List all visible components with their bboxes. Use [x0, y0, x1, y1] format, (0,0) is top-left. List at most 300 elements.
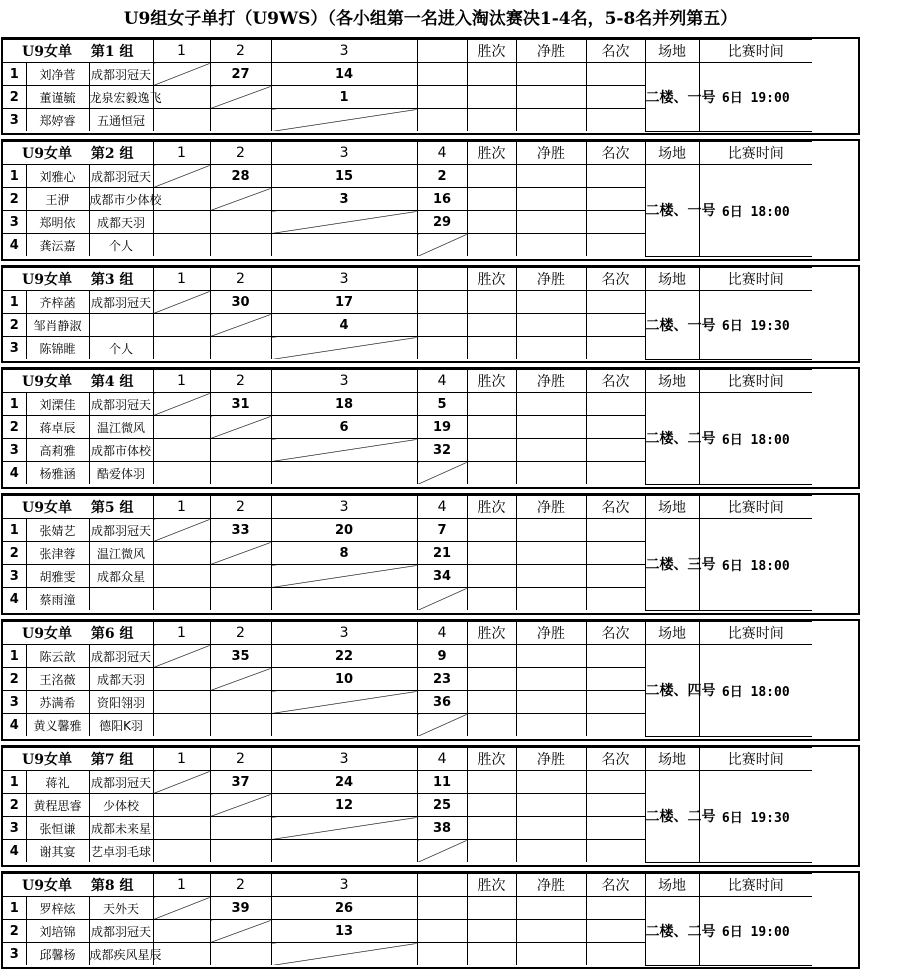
match-time-cell: 6日 19:30 [699, 771, 812, 863]
player-name: 蔡雨潼 [26, 588, 89, 611]
rank-cell [586, 817, 645, 840]
player-name: 郑明依 [26, 211, 89, 234]
score-cell: 16 [417, 188, 467, 211]
wins-cell [467, 165, 516, 188]
score-cell [417, 291, 467, 314]
score-cell [417, 897, 467, 920]
rank-header: 名次 [586, 496, 645, 519]
group-block [1, 745, 860, 867]
diagonal-cell [153, 291, 210, 314]
score-cell [210, 714, 271, 737]
group-header-row [3, 370, 921, 393]
wins-header: 胜次 [467, 268, 516, 291]
time-header: 比赛时间 [699, 496, 812, 519]
player-name: 黄义馨雅 [26, 714, 89, 737]
player-name: 齐梓菡 [26, 291, 89, 314]
player-club: 成都羽冠天 [89, 165, 153, 188]
net-header: 净胜 [516, 496, 586, 519]
score-cell [417, 920, 467, 943]
opponent-column-header: 4 [417, 748, 467, 771]
score-cell [271, 714, 417, 737]
group-block [1, 37, 860, 135]
venue-cell: 二楼、一号 [645, 291, 699, 360]
rank-cell [586, 416, 645, 439]
opponent-column-header: 3 [271, 370, 417, 393]
score-cell: 8 [271, 542, 417, 565]
opponent-column-header: 2 [210, 40, 271, 63]
wins-cell [467, 337, 516, 360]
player-name: 陈云歆 [26, 645, 89, 668]
score-cell [417, 337, 467, 360]
player-number: 3 [3, 439, 26, 462]
venue-header: 场地 [645, 874, 699, 897]
net-cell [516, 542, 586, 565]
score-cell: 25 [417, 794, 467, 817]
player-number: 2 [3, 416, 26, 439]
group-label: U9女单 第4 组 [3, 370, 153, 393]
player-name: 邱馨杨 [26, 943, 89, 966]
venue-cell: 二楼、二号 [645, 897, 699, 966]
wins-header: 胜次 [467, 142, 516, 165]
net-cell [516, 714, 586, 737]
player-club: 艺卓羽毛球 [89, 840, 153, 863]
time-header: 比赛时间 [699, 142, 812, 165]
score-cell: 4 [271, 314, 417, 337]
opponent-column-header: 3 [271, 748, 417, 771]
score-cell: 18 [271, 393, 417, 416]
score-cell [210, 943, 271, 966]
rank-cell [586, 691, 645, 714]
player-name: 张婧艺 [26, 519, 89, 542]
net-cell [516, 794, 586, 817]
player-number: 3 [3, 337, 26, 360]
player-row [3, 393, 921, 416]
group-block [1, 265, 860, 363]
group-label: U9女单 第2 组 [3, 142, 153, 165]
venue-header: 场地 [645, 748, 699, 771]
group-block [1, 619, 860, 741]
net-cell [516, 416, 586, 439]
rank-cell [586, 645, 645, 668]
diagonal-cell [210, 542, 271, 565]
opponent-column-header: 2 [210, 496, 271, 519]
score-cell [153, 840, 210, 863]
group-label: U9女单 第7 组 [3, 748, 153, 771]
net-cell [516, 645, 586, 668]
net-header: 净胜 [516, 268, 586, 291]
venue-header: 场地 [645, 142, 699, 165]
opponent-column-header: 1 [153, 142, 210, 165]
wins-cell [467, 668, 516, 691]
diagonal-cell [417, 588, 467, 611]
rank-cell [586, 234, 645, 257]
wins-cell [467, 519, 516, 542]
player-name: 黄程思睿 [26, 794, 89, 817]
venue-cell: 二楼、二号 [645, 771, 699, 863]
diagonal-cell [153, 897, 210, 920]
group-table [3, 141, 921, 257]
score-cell: 39 [210, 897, 271, 920]
score-cell [153, 109, 210, 132]
rank-cell [586, 462, 645, 485]
rank-cell [586, 109, 645, 132]
score-cell [153, 542, 210, 565]
player-name: 张恒谦 [26, 817, 89, 840]
wins-cell [467, 817, 516, 840]
group-block [1, 139, 860, 261]
rank-header: 名次 [586, 142, 645, 165]
rank-cell [586, 668, 645, 691]
score-cell [153, 462, 210, 485]
group-label: U9女单 第8 组 [3, 874, 153, 897]
net-cell [516, 840, 586, 863]
rank-cell [586, 588, 645, 611]
wins-cell [467, 794, 516, 817]
score-cell [153, 920, 210, 943]
group-header-row [3, 874, 921, 897]
wins-cell [467, 897, 516, 920]
score-cell [153, 691, 210, 714]
player-name: 胡雅雯 [26, 565, 89, 588]
score-cell: 36 [417, 691, 467, 714]
rank-cell [586, 211, 645, 234]
rank-header: 名次 [586, 40, 645, 63]
player-name: 刘雅心 [26, 165, 89, 188]
player-number: 4 [3, 840, 26, 863]
score-cell [153, 668, 210, 691]
player-name: 蒋礼 [26, 771, 89, 794]
group-header-row [3, 40, 921, 63]
score-cell [210, 817, 271, 840]
score-cell: 10 [271, 668, 417, 691]
diagonal-cell [153, 645, 210, 668]
player-number: 4 [3, 714, 26, 737]
diagonal-cell [417, 840, 467, 863]
net-header: 净胜 [516, 370, 586, 393]
player-number: 1 [3, 165, 26, 188]
wins-cell [467, 314, 516, 337]
score-cell [153, 817, 210, 840]
net-cell [516, 314, 586, 337]
rank-cell [586, 542, 645, 565]
player-name: 高莉雅 [26, 439, 89, 462]
rank-cell [586, 393, 645, 416]
player-club [89, 314, 153, 337]
score-cell [153, 439, 210, 462]
player-number: 1 [3, 771, 26, 794]
score-cell [153, 314, 210, 337]
group-label: U9女单 第3 组 [3, 268, 153, 291]
player-row [3, 519, 921, 542]
diagonal-cell [210, 314, 271, 337]
group-header-row [3, 622, 921, 645]
rank-cell [586, 165, 645, 188]
player-number: 1 [3, 519, 26, 542]
player-number: 2 [3, 314, 26, 337]
score-cell [417, 63, 467, 86]
match-time-cell: 6日 19:30 [699, 291, 812, 360]
net-cell [516, 337, 586, 360]
diagonal-cell [210, 416, 271, 439]
player-name: 谢其宴 [26, 840, 89, 863]
time-header: 比赛时间 [699, 874, 812, 897]
player-number: 2 [3, 188, 26, 211]
player-number: 1 [3, 291, 26, 314]
player-number: 4 [3, 462, 26, 485]
opponent-column-header: 4 [417, 622, 467, 645]
time-header: 比赛时间 [699, 268, 812, 291]
opponent-column-header: 4 [417, 496, 467, 519]
opponent-column-header: 4 [417, 142, 467, 165]
rank-cell [586, 337, 645, 360]
score-cell [210, 439, 271, 462]
venue-cell: 二楼、一号 [645, 63, 699, 132]
rank-cell [586, 794, 645, 817]
wins-cell [467, 393, 516, 416]
player-name: 王洺薇 [26, 668, 89, 691]
rank-cell [586, 188, 645, 211]
opponent-column-header: 1 [153, 40, 210, 63]
wins-cell [467, 920, 516, 943]
opponent-column-header [417, 40, 467, 63]
opponent-column-header: 3 [271, 268, 417, 291]
net-cell [516, 897, 586, 920]
player-club: 个人 [89, 234, 153, 257]
player-club: 成都未来星 [89, 817, 153, 840]
wins-cell [467, 943, 516, 966]
diagonal-cell [153, 519, 210, 542]
venue-header: 场地 [645, 622, 699, 645]
player-name: 董谨毓 [26, 86, 89, 109]
wins-header: 胜次 [467, 40, 516, 63]
wins-cell [467, 771, 516, 794]
rank-cell [586, 519, 645, 542]
group-table [3, 747, 921, 863]
wins-header: 胜次 [467, 874, 516, 897]
match-time-cell: 6日 18:00 [699, 645, 812, 737]
diagonal-cell [210, 86, 271, 109]
rank-cell [586, 63, 645, 86]
time-header: 比赛时间 [699, 748, 812, 771]
player-club: 成都羽冠天 [89, 920, 153, 943]
net-cell [516, 439, 586, 462]
group-table [3, 39, 921, 132]
group-header-row [3, 268, 921, 291]
score-cell: 38 [417, 817, 467, 840]
player-row [3, 897, 921, 920]
net-header: 净胜 [516, 748, 586, 771]
wins-cell [467, 714, 516, 737]
wins-cell [467, 645, 516, 668]
score-cell [210, 565, 271, 588]
net-header: 净胜 [516, 874, 586, 897]
player-number: 4 [3, 588, 26, 611]
wins-cell [467, 439, 516, 462]
diagonal-cell [271, 943, 417, 966]
player-name: 刘溧佳 [26, 393, 89, 416]
score-cell: 6 [271, 416, 417, 439]
player-number: 2 [3, 668, 26, 691]
net-cell [516, 462, 586, 485]
player-number: 1 [3, 645, 26, 668]
diagonal-cell [271, 211, 417, 234]
net-cell [516, 291, 586, 314]
opponent-column-header: 2 [210, 748, 271, 771]
net-cell [516, 565, 586, 588]
score-cell [271, 588, 417, 611]
wins-cell [467, 565, 516, 588]
player-number: 1 [3, 393, 26, 416]
player-name: 陈锦睢 [26, 337, 89, 360]
player-name: 刘净菅 [26, 63, 89, 86]
player-club: 成都疾风星辰 [89, 943, 153, 966]
opponent-column-header: 3 [271, 622, 417, 645]
time-header: 比赛时间 [699, 622, 812, 645]
group-label: U9女单 第6 组 [3, 622, 153, 645]
player-row [3, 291, 921, 314]
score-cell: 22 [271, 645, 417, 668]
score-cell [210, 109, 271, 132]
opponent-column-header: 3 [271, 874, 417, 897]
wins-header: 胜次 [467, 622, 516, 645]
score-cell: 3 [271, 188, 417, 211]
opponent-column-header: 4 [417, 370, 467, 393]
opponent-column-header: 1 [153, 748, 210, 771]
venue-header: 场地 [645, 370, 699, 393]
score-cell: 11 [417, 771, 467, 794]
score-cell: 31 [210, 393, 271, 416]
player-club: 成都市体校 [89, 439, 153, 462]
score-cell [210, 462, 271, 485]
net-cell [516, 771, 586, 794]
score-cell: 15 [271, 165, 417, 188]
rank-cell [586, 897, 645, 920]
player-name: 杨雅涵 [26, 462, 89, 485]
group-block [1, 367, 860, 489]
net-cell [516, 588, 586, 611]
rank-cell [586, 291, 645, 314]
diagonal-cell [271, 439, 417, 462]
score-cell: 14 [271, 63, 417, 86]
player-name: 邹肖静淑 [26, 314, 89, 337]
score-cell: 27 [210, 63, 271, 86]
score-cell [210, 588, 271, 611]
wins-header: 胜次 [467, 748, 516, 771]
venue-cell: 二楼、一号 [645, 165, 699, 257]
score-cell [417, 109, 467, 132]
player-number: 1 [3, 63, 26, 86]
rank-cell [586, 714, 645, 737]
opponent-column-header: 3 [271, 142, 417, 165]
score-cell [210, 211, 271, 234]
match-time-cell: 6日 18:00 [699, 519, 812, 611]
score-cell: 17 [271, 291, 417, 314]
net-header: 净胜 [516, 142, 586, 165]
group-label: U9女单 第1 组 [3, 40, 153, 63]
diagonal-cell [271, 109, 417, 132]
opponent-column-header [417, 268, 467, 291]
rank-cell [586, 840, 645, 863]
score-cell [210, 691, 271, 714]
score-cell: 12 [271, 794, 417, 817]
wins-cell [467, 542, 516, 565]
player-club: 成都市少体校 [89, 188, 153, 211]
wins-cell [467, 691, 516, 714]
wins-header: 胜次 [467, 496, 516, 519]
rank-cell [586, 314, 645, 337]
diagonal-cell [417, 462, 467, 485]
player-number: 3 [3, 211, 26, 234]
match-time-cell: 6日 18:00 [699, 393, 812, 485]
venue-header: 场地 [645, 496, 699, 519]
player-club: 德阳K羽 [89, 714, 153, 737]
group-header-row [3, 496, 921, 519]
player-number: 2 [3, 542, 26, 565]
time-header: 比赛时间 [699, 40, 812, 63]
score-cell: 5 [417, 393, 467, 416]
wins-cell [467, 211, 516, 234]
time-header: 比赛时间 [699, 370, 812, 393]
rank-header: 名次 [586, 748, 645, 771]
venue-cell: 二楼、四号 [645, 645, 699, 737]
diagonal-cell [417, 714, 467, 737]
score-cell: 32 [417, 439, 467, 462]
player-number: 3 [3, 109, 26, 132]
rank-cell [586, 565, 645, 588]
net-cell [516, 668, 586, 691]
venue-header: 场地 [645, 268, 699, 291]
opponent-column-header: 1 [153, 874, 210, 897]
score-cell [153, 565, 210, 588]
diagonal-cell [271, 691, 417, 714]
player-club: 五通恒冠 [89, 109, 153, 132]
net-header: 净胜 [516, 40, 586, 63]
wins-cell [467, 234, 516, 257]
score-cell: 30 [210, 291, 271, 314]
player-club: 成都羽冠天 [89, 63, 153, 86]
player-row [3, 165, 921, 188]
net-cell [516, 234, 586, 257]
opponent-column-header: 1 [153, 370, 210, 393]
opponent-column-header: 2 [210, 622, 271, 645]
player-number: 1 [3, 897, 26, 920]
opponent-column-header: 2 [210, 268, 271, 291]
diagonal-cell [417, 234, 467, 257]
wins-cell [467, 63, 516, 86]
score-cell [153, 794, 210, 817]
player-number: 4 [3, 234, 26, 257]
score-cell [271, 234, 417, 257]
score-cell [153, 416, 210, 439]
group-table [3, 495, 921, 611]
player-club: 酷爱体羽 [89, 462, 153, 485]
score-cell [417, 86, 467, 109]
match-time-cell: 6日 19:00 [699, 897, 812, 966]
rank-cell [586, 86, 645, 109]
net-cell [516, 943, 586, 966]
diagonal-cell [210, 188, 271, 211]
player-club: 天外天 [89, 897, 153, 920]
net-cell [516, 211, 586, 234]
player-name: 蒋卓辰 [26, 416, 89, 439]
net-cell [516, 691, 586, 714]
player-name: 张津蓉 [26, 542, 89, 565]
rank-cell [586, 771, 645, 794]
rank-cell [586, 943, 645, 966]
player-name: 龚沄嘉 [26, 234, 89, 257]
net-cell [516, 86, 586, 109]
score-cell [271, 840, 417, 863]
